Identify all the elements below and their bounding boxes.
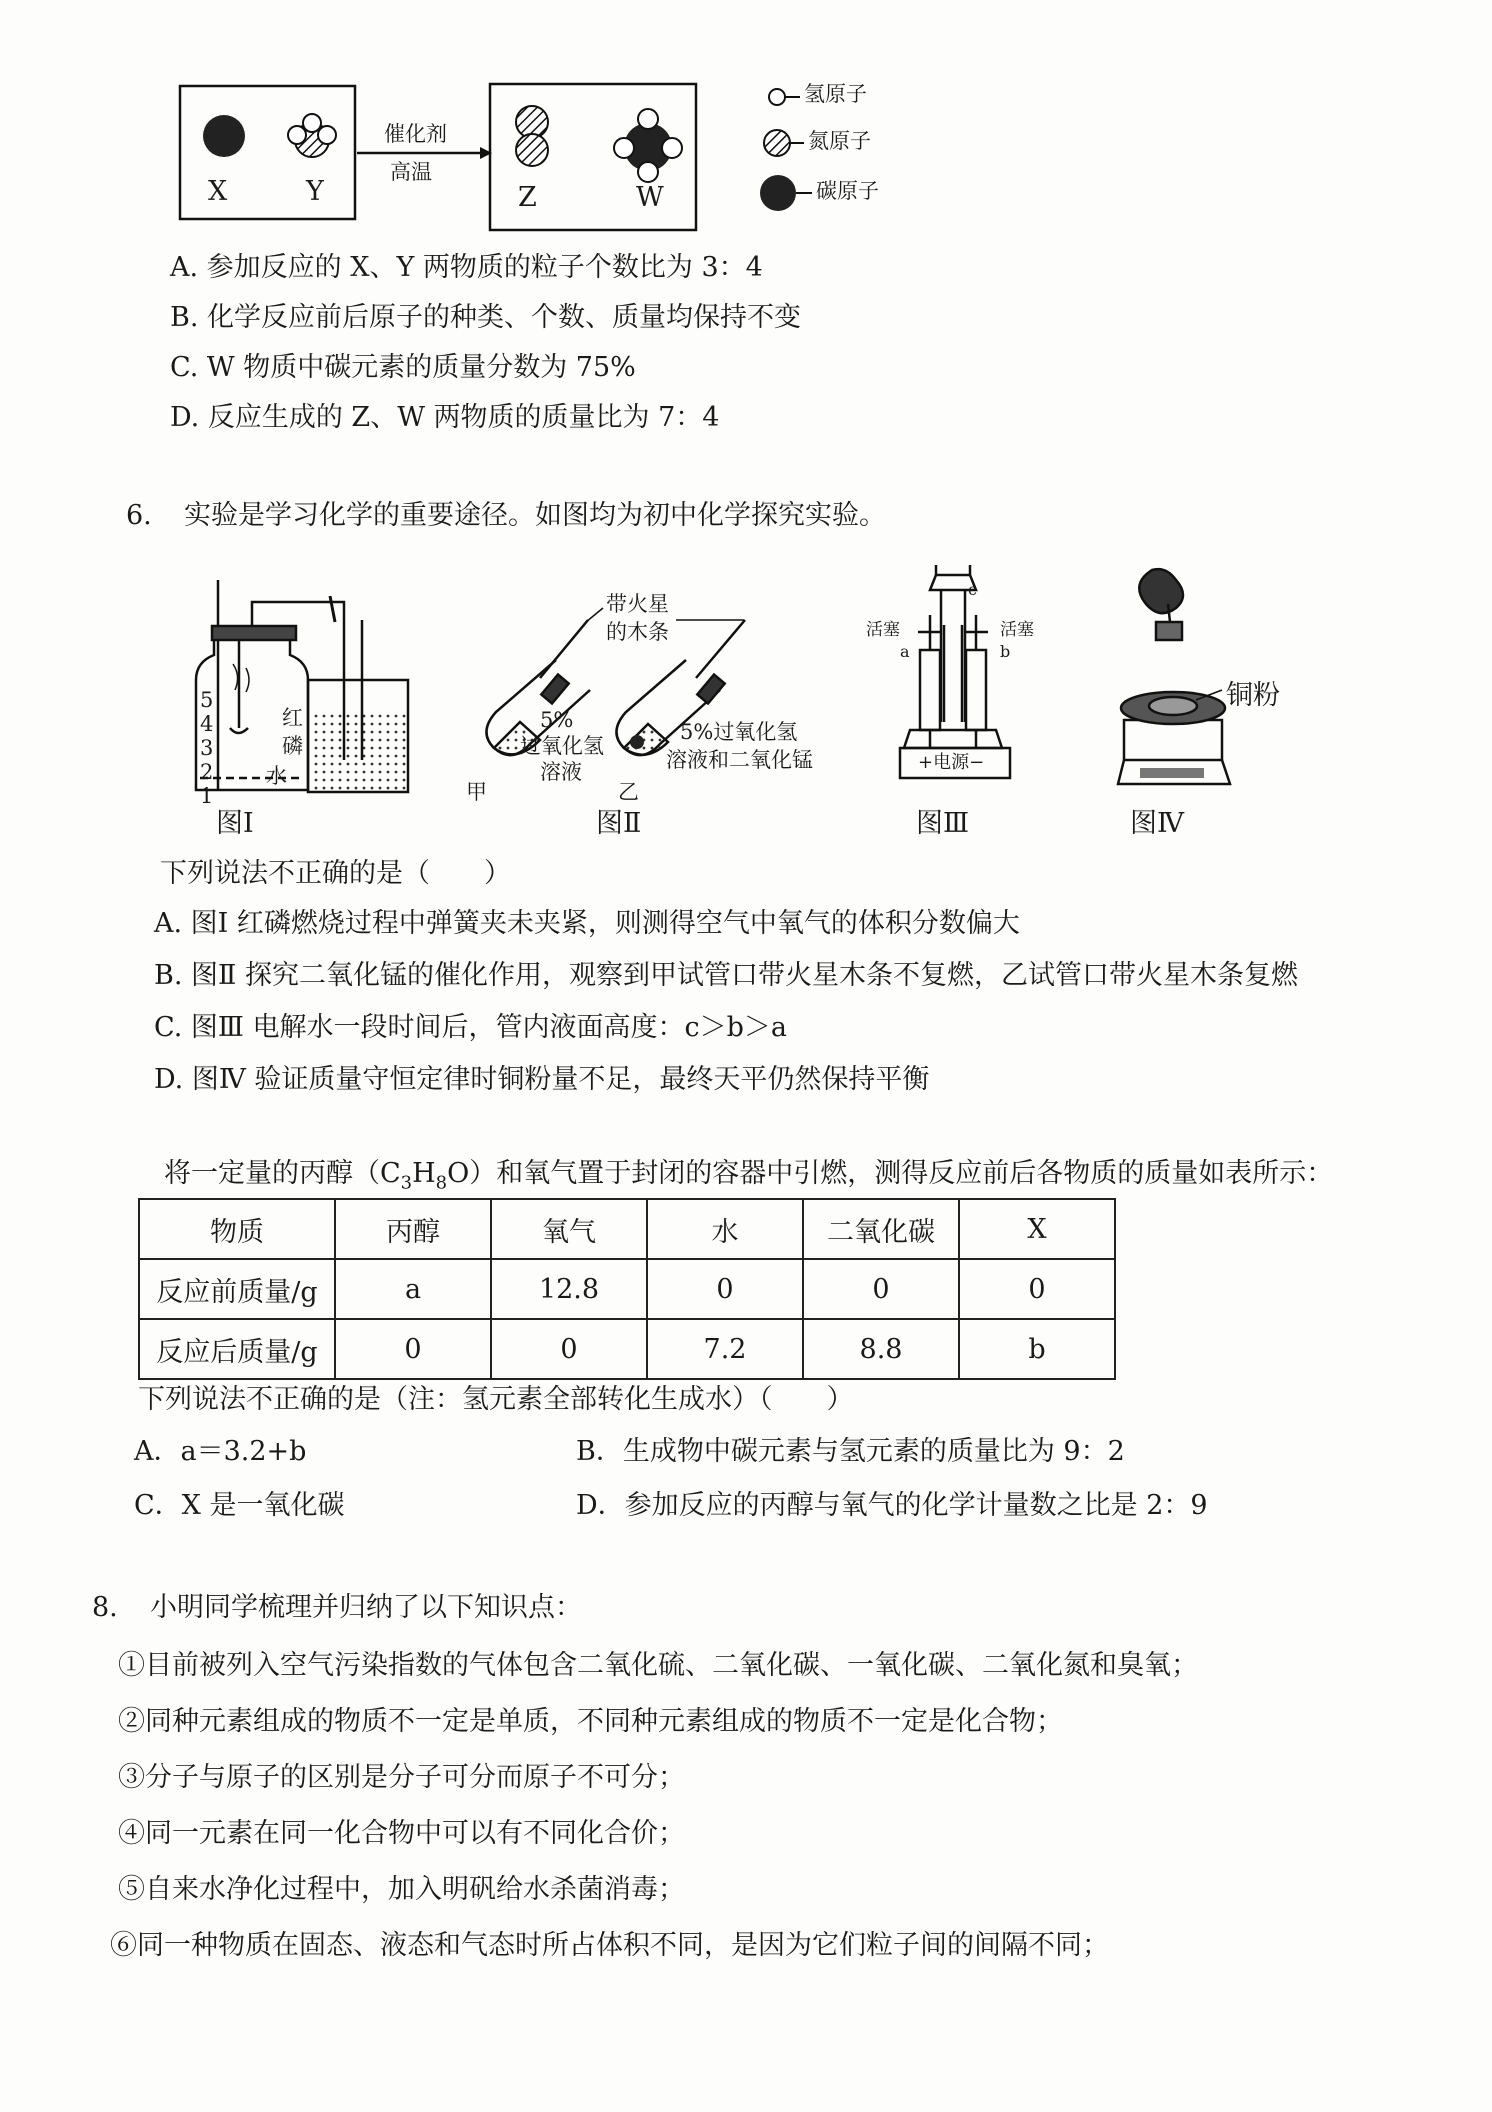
table-cell: 0 <box>335 1319 491 1379</box>
q8-item-4: ④同一元素在同一化合物中可以有不同化合价； <box>118 1818 685 1849</box>
q5-option-c: C. W 物质中碳元素的质量分数为 75% <box>170 352 636 383</box>
table-row <box>139 1319 1115 1379</box>
q8-item-6: ⑥同一种物质在固态、液态和气态时所占体积不同，是因为它们粒子间的间隔不同； <box>110 1930 1109 1961</box>
legend-symbols <box>760 89 812 211</box>
q6-option-c: C. 图Ⅲ 电解水一段时间后，管内液面高度：c＞b＞a <box>154 1012 787 1043</box>
fig3-valve-right: 活塞 <box>1000 620 1034 640</box>
label-y: Y <box>306 176 324 207</box>
fig3-valve-left: 活塞 <box>866 620 900 640</box>
mass-table <box>138 1198 1116 1380</box>
q5-option-d: D. 反应生成的 Z、W 两物质的质量比为 7：4 <box>170 402 720 433</box>
fig1-label-red: 红 <box>282 706 303 730</box>
q7-option-b: B．生成物中碳元素与氢元素的质量比为 9：2 <box>576 1436 1125 1467</box>
q6-stem: 实验是学习化学的重要途径。如图均为初中化学探究实验。 <box>184 500 886 531</box>
table-header-cell: 丙醇 <box>335 1199 491 1259</box>
molecule-y <box>288 114 336 157</box>
temperature-label: 高温 <box>390 160 432 184</box>
legend-carbon: 碳原子 <box>816 179 879 203</box>
table-cell: 0 <box>803 1259 959 1319</box>
legend-hydrogen: 氢原子 <box>804 82 867 106</box>
table-header-cell: 物质 <box>139 1199 335 1259</box>
table-header-cell: 氧气 <box>491 1199 647 1259</box>
q7-option-c: C．X 是一氧化碳 <box>134 1490 345 1521</box>
q6-question: 下列说法不正确的是（ ） <box>160 858 511 889</box>
table-header-row <box>139 1199 1115 1259</box>
reaction-arrow <box>357 147 492 159</box>
table-header-cell: 水 <box>647 1199 803 1259</box>
table-cell: 0 <box>491 1319 647 1379</box>
q8-stem: 小明同学梳理并归纳了以下知识点： <box>150 1592 582 1623</box>
table-cell: a <box>335 1259 491 1319</box>
table-cell: 反应前质量/g <box>139 1259 335 1319</box>
fig1-caption: 图Ⅰ <box>216 808 254 839</box>
fig2-caption: 图Ⅱ <box>596 808 642 839</box>
q8-item-1: ①目前被列入空气污染指数的气体包含二氧化硫、二氧化碳、一氧化碳、二氧化氮和臭氧； <box>118 1650 1198 1681</box>
q6-number: 6. <box>126 500 152 531</box>
fig4-balance <box>1118 569 1230 784</box>
q8-item-3: ③分子与原子的区别是分子可分而原子不可分； <box>118 1762 685 1793</box>
fig3-electrolysis <box>900 565 1010 778</box>
fig3-label-c: c <box>968 580 977 599</box>
fig2-sol-b2: 溶液和二氧化锰 <box>666 748 813 772</box>
table-cell: 0 <box>959 1259 1115 1319</box>
q5-option-b: B. 化学反应前后原子的种类、个数、质量均保持不变 <box>170 302 802 333</box>
fig2-sol-a3: 溶液 <box>540 760 582 784</box>
q5-option-a: A. 参加反应的 X、Y 两物质的粒子个数比为 3：4 <box>170 252 763 283</box>
molecule-w <box>614 109 682 182</box>
table-row <box>139 1259 1115 1319</box>
q8-number: 8. <box>92 1592 118 1623</box>
q8-item-5: ⑤自来水净化过程中，加入明矾给水杀菌消毒； <box>118 1874 685 1905</box>
molecule-z <box>516 106 548 166</box>
q7-question: 下列说法不正确的是（注：氢元素全部转化生成水）（ ） <box>138 1384 854 1415</box>
fig2-tube-a: 甲 <box>466 780 487 804</box>
fig2-splint-1: 带火星 <box>606 592 669 616</box>
table-header-cell: X <box>959 1199 1115 1259</box>
q7-stem: 将一定量的丙醇$(C_3H_8O)$和氧气置于封闭的容器中引燃，测得反应前后各物质的质量如表所示： <box>164 1158 1334 1194</box>
table-header-cell: 二氧化碳 <box>803 1199 959 1259</box>
fig2-splint-2: 的木条 <box>606 620 669 644</box>
carbon-atom-x <box>203 115 245 157</box>
label-w: W <box>636 182 664 213</box>
q7-option-d: D．参加反应的丙醇与氧气的化学计量数之比是 2：9 <box>576 1490 1208 1521</box>
q7-option-a: A．a＝3.2+b <box>134 1436 307 1467</box>
fig3-power: +电源− <box>918 752 985 773</box>
fig1-apparatus <box>196 580 408 792</box>
table-cell: 0 <box>647 1259 803 1319</box>
fig1-scale: 5 4 3 2 1 <box>200 688 214 808</box>
q8-item-2: ②同种元素组成的物质不一定是单质，不同种元素组成的物质不一定是化合物； <box>118 1706 1063 1737</box>
fig3-label-b: b <box>1000 642 1011 661</box>
fig2-sol-a2: 过氧化氢 <box>520 734 604 758</box>
fig4-copper-label: 铜粉 <box>1226 680 1280 711</box>
label-z: Z <box>518 182 537 213</box>
fig1-label-water: 水 <box>266 764 287 788</box>
legend-nitrogen: 氮原子 <box>808 129 871 153</box>
label-x: X <box>208 176 228 207</box>
table-cell: 7.2 <box>647 1319 803 1379</box>
fig1-label-p: 磷 <box>282 734 303 758</box>
fig2-tube-b: 乙 <box>618 780 639 804</box>
fig2-sol-a1: 5% <box>540 708 574 732</box>
fig3-label-a: a <box>900 642 910 661</box>
table-cell: 12.8 <box>491 1259 647 1319</box>
q6-option-b: B. 图Ⅱ 探究二氧化锰的催化作用，观察到甲试管口带火星木条不复燃，乙试管口带火星木条复燃 <box>154 960 1298 991</box>
table-cell: b <box>959 1319 1115 1379</box>
fig2-sol-b1: 5%过氧化氢 <box>680 720 798 744</box>
q6-option-d: D. 图Ⅳ 验证质量守恒定律时铜粉量不足，最终天平仍然保持平衡 <box>154 1064 930 1095</box>
fig4-caption: 图Ⅳ <box>1130 808 1184 839</box>
catalyst-label: 催化剂 <box>384 122 447 146</box>
q6-option-a: A. 图Ⅰ 红磷燃烧过程中弹簧夹未夹紧，则测得空气中氧气的体积分数偏大 <box>154 908 1020 939</box>
table-cell: 8.8 <box>803 1319 959 1379</box>
table-cell: 反应后质量/g <box>139 1319 335 1379</box>
fig3-caption: 图Ⅲ <box>916 808 970 839</box>
reactant-box <box>180 86 355 219</box>
